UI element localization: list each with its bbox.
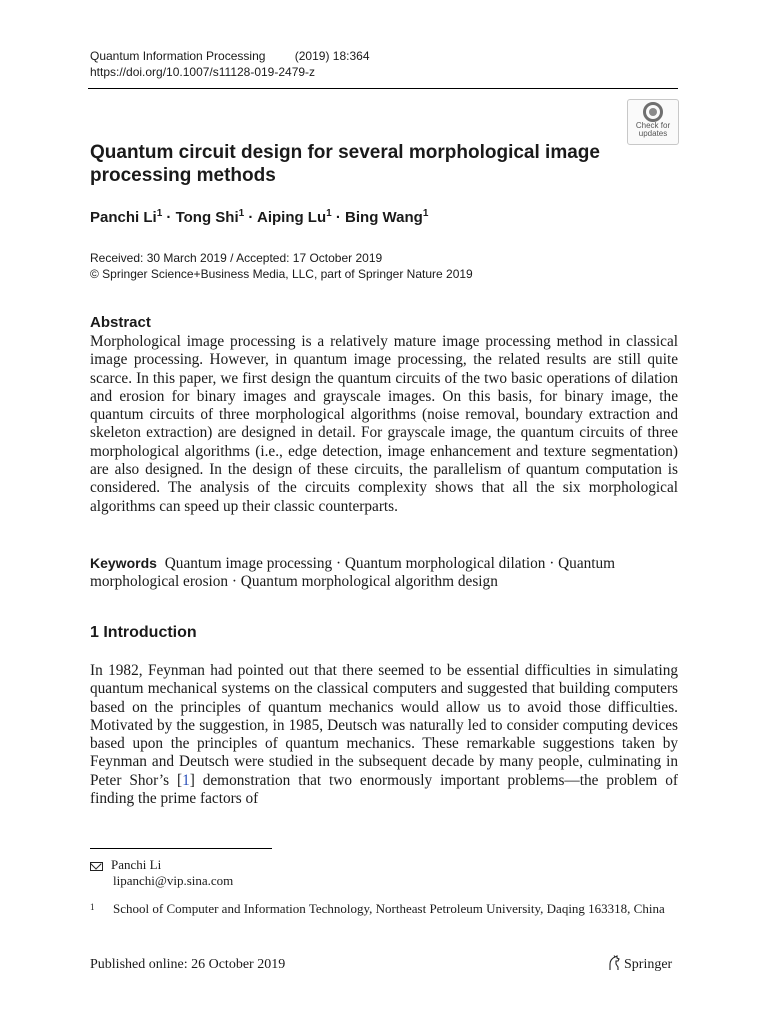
badge-line-2: updates — [638, 129, 668, 138]
author-affil-mark: 1 — [156, 208, 163, 219]
author-name[interactable]: Panchi Li — [90, 209, 157, 226]
publication-dates — [90, 250, 473, 282]
copyright-line: © Springer Science+Business Media, LLC, part of Springer Nature 2019 — [90, 267, 473, 281]
received-accepted: Received: 30 March 2019 / Accepted: 17 October 2019 — [90, 251, 383, 265]
keywords-block — [90, 554, 678, 592]
envelope-icon — [90, 862, 103, 871]
journal-name: Quantum Information Processing — [90, 49, 266, 63]
author-name[interactable]: Bing Wang — [345, 209, 423, 226]
citation-link[interactable]: 1 — [182, 771, 190, 789]
author-separator: · — [244, 209, 257, 226]
author-separator: · — [331, 209, 346, 226]
affiliation-number: 1 — [90, 902, 95, 912]
publisher-logo — [607, 955, 672, 973]
footnote-divider — [90, 848, 272, 849]
check-for-updates-badge[interactable] — [627, 99, 679, 145]
springer-horse-icon — [607, 955, 621, 971]
author-affil-mark: 1 — [238, 208, 245, 219]
corresponding-author — [90, 857, 233, 889]
publisher-name: Springer — [624, 957, 673, 972]
doi-link[interactable]: https://doi.org/10.1007/s11128-019-2479-z — [90, 65, 316, 79]
abstract-text: Morphological image processing is a relatively mature image processing method in classical image processing. However, in quantum image processing, the related results are still quite scarce. In this paper, we first design the quantum circuits of the two basic operations of dilation and erosion for binary images and grayscale images. On this basis, for binary image, the quantum circuits of three morphological algorithms (noise removal, boundary extraction and skeleton extraction) are designed in detail. For grayscale image, the quantum circuits of three morphological algorithms (i.e., edge detection, image enhancement and texture segmentation) are also designed. In the design of these circuits, the parallelism of quantum computation is considered. The analysis of the circuits complexity shows that all the six morphological algorithms can speed up their classic counterparts. — [90, 333, 678, 515]
affiliation-text: School of Computer and Information Technology, Northeast Petroleum University, Daqing 163318, China — [113, 901, 665, 916]
author-name[interactable]: Tong Shi — [175, 209, 239, 226]
header-divider — [88, 88, 678, 89]
introduction-text — [90, 662, 678, 808]
journal-volume: (2019) 18:364 — [294, 49, 370, 63]
author-list — [90, 208, 428, 226]
keywords-text: Quantum image processing · Quantum morphological dilation · Quantum morphological erosion · Quantum morphological algorithm design — [90, 555, 616, 591]
journal-line — [90, 48, 370, 64]
corresponding-name: Panchi Li — [111, 857, 162, 872]
badge-line-1: Check for — [635, 121, 671, 130]
section-heading-introduction: 1 Introduction — [90, 624, 197, 641]
intro-text-part: ] demonstration that two enormously important problems—the problem of finding the prime factors of — [90, 771, 678, 808]
intro-text-part: In 1982, Feynman had pointed out that there seemed to be essential difficulties in simulating quantum mechanical systems on the classical computers and suggested that building computers based on the principles of quantum mechanics would allow us to avoid those difficulties. Motivated by the suggestion, in 1985, Deutsch was naturally led to consider computing devices based upon the principles of quantum mechanics. These remarkable suggestions taken by Feynman and Deutsch were studied in the subsequent decade by many people, culminating in Peter Shor’s [ — [90, 662, 678, 789]
check-for-updates-icon — [643, 102, 663, 122]
paper-title: Quantum circuit design for several morphological image processing methods — [90, 142, 600, 186]
author-separator: · — [162, 209, 176, 226]
abstract-heading: Abstract — [90, 314, 151, 331]
affiliation-footnote — [90, 901, 678, 917]
author-name[interactable]: Aiping Lu — [256, 209, 327, 226]
author-affil-mark: 1 — [422, 208, 429, 219]
keywords-label: Keywords — [90, 555, 157, 571]
author-affil-mark: 1 — [326, 208, 332, 219]
running-header — [90, 48, 370, 80]
published-online: Published online: 26 October 2019 — [90, 957, 286, 972]
corresponding-email[interactable]: lipanchi@vip.sina.com — [113, 873, 234, 888]
